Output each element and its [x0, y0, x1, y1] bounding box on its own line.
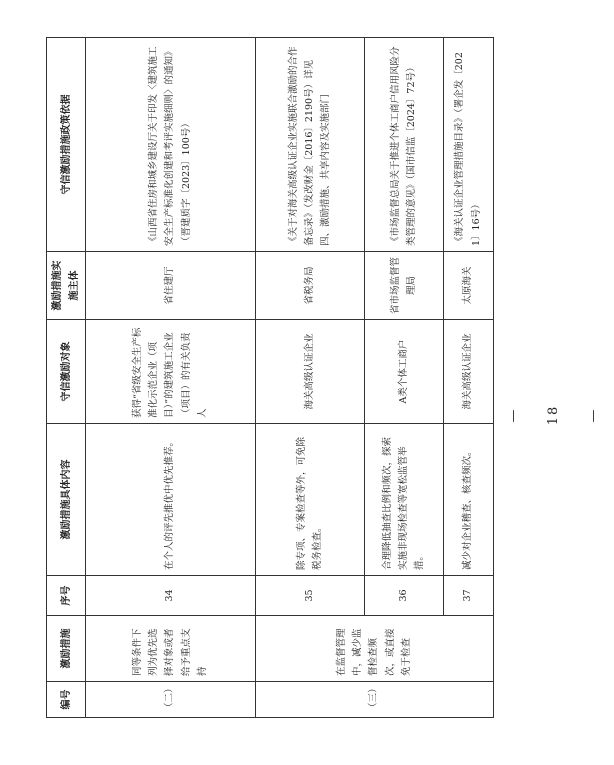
- row-agency: 省税务局: [256, 252, 365, 320]
- row-agency: 省市场监督管理局: [364, 252, 443, 320]
- header-measure: 激励措施: [47, 616, 86, 682]
- row-seq: 35: [256, 576, 365, 616]
- header-agency: 激励措施实施主体: [47, 252, 86, 320]
- group-number: （三）: [256, 682, 494, 718]
- incentive-measures-table: [46, 37, 494, 718]
- row-basis: 《海关认证企业管理措施目录》（署企发〔2021〕16号）: [444, 38, 494, 252]
- group-measure: 在监督管理中，减少监督检查频次，或直接免于检查: [256, 616, 494, 682]
- row-content: 除专项、专案检查等外，可免除税务检查。: [256, 424, 365, 576]
- header-content: 激励措施具体内容: [47, 424, 86, 576]
- row-agency: 太原海关: [444, 252, 494, 320]
- header-seq: 序号: [47, 576, 86, 616]
- row-seq: 37: [444, 576, 494, 616]
- row-target: 海关高级认证企业: [444, 320, 494, 424]
- group-number: （二）: [86, 682, 256, 718]
- page-number: [494, 395, 601, 435]
- header-target: 守信激励对象: [47, 320, 86, 424]
- page-number-text: — 18 —: [506, 404, 601, 426]
- header-number: 编号: [47, 682, 86, 718]
- row-seq: 34: [86, 576, 256, 616]
- row-content: 减少对企业稽查、核查频次。: [444, 424, 494, 576]
- row-target: 海关高级认证企业: [256, 320, 365, 424]
- table-header-row: [47, 38, 86, 718]
- table-row: [256, 38, 365, 718]
- rotated-document-page: [46, 38, 494, 718]
- table-row: [86, 38, 256, 718]
- header-basis: 守信激励措施政策依据: [47, 38, 86, 252]
- group-measure: 同等条件下列为优先选择对象或者给予重点支持: [86, 616, 256, 682]
- row-content: 在个人的评先推优中优先推荐。: [86, 424, 256, 576]
- row-seq: 36: [364, 576, 443, 616]
- row-content: 合理降低抽查比例和频次，探索实施非现场检查等宽松监管举措。: [364, 424, 443, 576]
- row-basis: 《关于对海关高级认证企业实施联合激励的合作备忘录》（发改财金〔2016〕2190号）详见四、激励措施、共享内容及实施部门: [256, 38, 365, 252]
- row-target: 获得“省级安全生产标准化示范企业（项目）”的建筑施工企业（项目）的有关负责人: [86, 320, 256, 424]
- row-basis: 《市场监督总局关于推进个体工商户信用风险分类管理的意见》（国市信监〔2024〕72号）: [364, 38, 443, 252]
- row-target: A类个体工商户: [364, 320, 443, 424]
- row-agency: 省住建厅: [86, 252, 256, 320]
- row-basis: 《山西省住房和城乡建设厅关于印发〈建筑施工安全生产标准化创建和考评实施细则〉的通知》（晋建质字〔2023〕100号）: [86, 38, 256, 252]
